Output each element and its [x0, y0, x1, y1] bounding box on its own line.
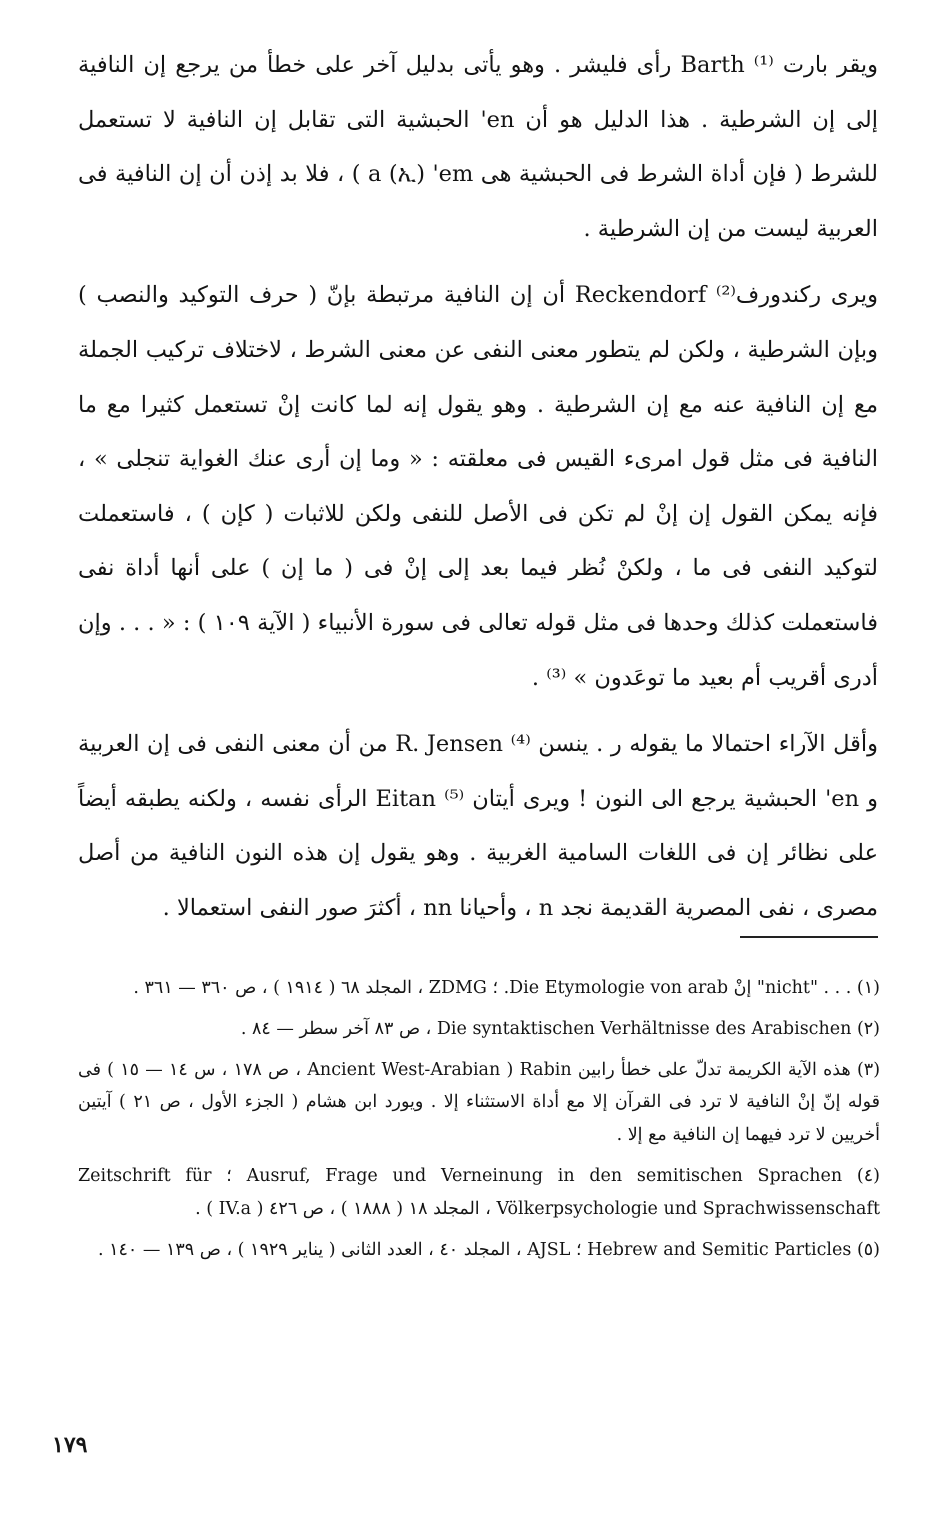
footnote-3: (٣) هذه الآية الكريمة تدلّ على خطأ رابين Rabin ( Ancient West-Arabian ، ص ١٧٨ ، س ١٤ — ١٥ ) فى قوله إنّ إنْ النافية لا ترد فى القرآن إلا مع أداة الاستثناء إلا . ويورد ابن هشام ( الجزء الأول ، ص ٢١ ) آيتين أخريين لا ترد فيهما إن النافية مع إلا .: [78, 1059, 881, 1146]
footnotes: [78, 972, 880, 1266]
main-text: [78, 38, 878, 936]
footnote-1: (١) . . . "nicht" إنْ Die Etymologie von arab. ؛ ZDMG ، المجلد ٦٨ ( ١٩١٤ ) ، ص ٣٦٠ — ٣٦١ .: [133, 978, 880, 998]
paragraph-reckendorf: ويرى ركندورف⁽²⁾ Reckendorf أن إن النافية مرتبطة بإنّ ( حرف التوكيد والنصب ) وبإن الشرطية ، ولكن لم يتطور معنى النفى عن معنى الشرط ، لاختلاف تركيب الجملة مع إن النافية عنه مع إن الشرطية . وهو يقول إنه لما كانت إنْ تستعمل كثيرا مع ما النافية فى مثل قول امرىء القيس فى معلقته : « وما إن أرى عنك الغواية تنجلى » ، فإنه يمكن القول إن إنْ لم تكن فى الأصل للنفى ولكن للاثبات ( كإن ) ، فاستعملت لتوكيد النفى فى ما ، ولكنْ نُظر فيما بعد إلى إنْ فى ( ما إن ) على أنها أداة نفى فاستعملت كذلك وحدها فى مثل قوله تعالى فى سورة الأنبياء ( الآية ١٠٩ ) : « . . . وإن أدرى أقريب أم بعيد ما توعَدون » ⁽³⁾ .: [78, 282, 878, 691]
footnote-5: (٥) Hebrew and Semitic Particles ؛ AJSL ، المجلد ٤٠ ، العدد الثانى ( يناير ١٩٢٩ ) ، ص ١٣٩ — ١٤٠ .: [97, 1239, 880, 1260]
footnote-2: (٢) Die syntaktischen Verhältnisse des Arabischen ، ص ٨٣ آخر سطر — ٨٤ .: [240, 1018, 880, 1039]
paragraph-jensen: وأقل الآراء احتمالا ما يقوله ر . ينسن ⁽⁴⁾ R. Jensen من أن معنى النفى فى إن العربية و en' الحبشية يرجع الى النون ! ويرى أيتان Eitan ⁽⁵⁾ الرأى نفسه ، ولكنه يطبقه أيضاً على نظائر إن فى اللغات السامية الغربية . وهو يقول إن هذه النون النافية من أصل مصرى ، نفى المصرية القديمة نجد n ، وأحيانا nn ، أكثرَ صور النفى استعمالا .: [78, 731, 879, 921]
footnote-divider: [740, 936, 878, 938]
page-number: ١٧٩: [52, 1432, 88, 1458]
footnote-4: (٤) Ausruf, Frage und Verneinung in den semitischen Sprachen ؛ Zeitschrift für Völkerpsychologie und Sprachwissenschaft ، المجلد ١٨ ( ١٨٨٨ ) ، ص ٤٢٦ ( IV.a ) .: [78, 1165, 880, 1219]
paragraph-barth: ويقر بارت Barth ⁽¹⁾ رأى فليشر . وهو يأتى بدليل آخر على خطأ من يرجع إن النافية إلى إن الشرطية . هذا الدليل هو أن en' الحبشية التى تقابل إن النافية لا تستعمل للشرط ( فإن أداة الشرط فى الحبشية هى a (ኢ) 'em ) ، فلا بد إذن أن إن النافية فى العربية ليست من إن الشرطية .: [78, 52, 878, 242]
